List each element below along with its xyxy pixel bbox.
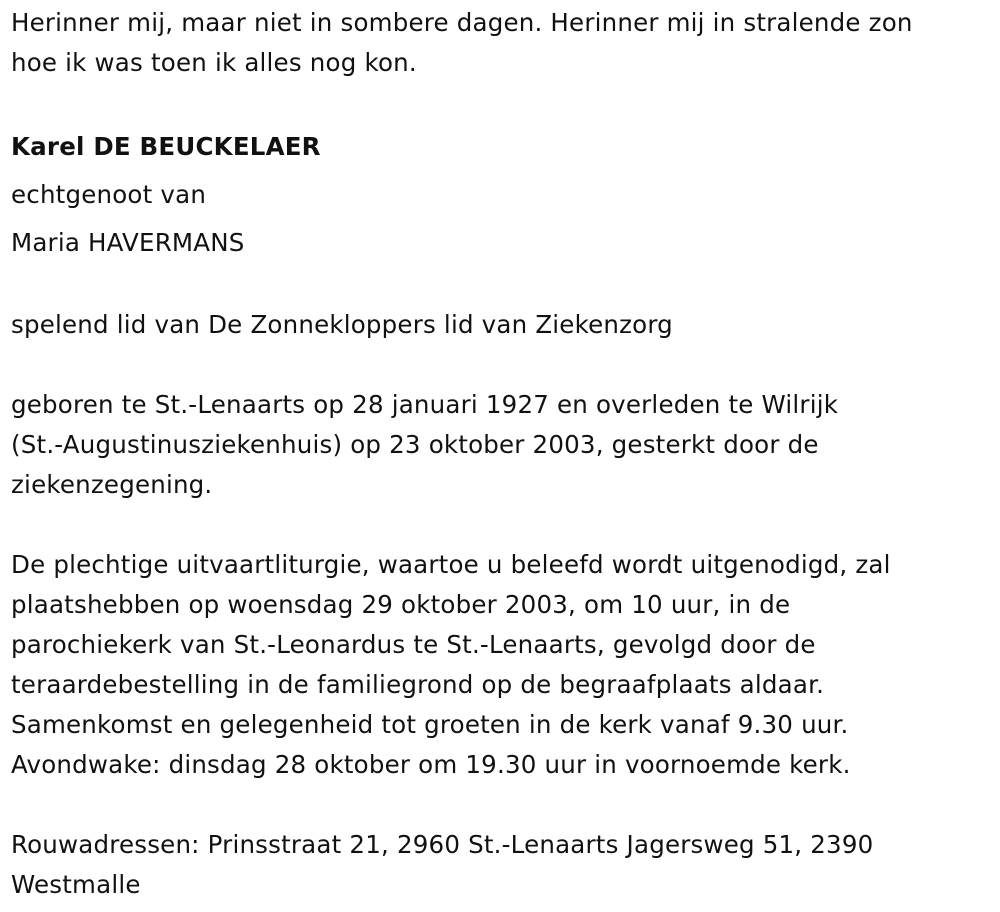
birth-death-paragraph	[11, 385, 996, 505]
obituary-document	[11, 3, 996, 905]
spacer	[11, 83, 996, 123]
spacer	[11, 505, 996, 545]
funeral-line: parochiekerk van St.-Leonardus te St.-Lenaarts, gevolgd door de	[11, 630, 816, 659]
deceased-name: Karel DE BEUCKELAER	[11, 132, 321, 161]
birth-death-line: (St.-Augustinusziekenhuis) op 23 oktober 2003, gesterkt door de	[11, 430, 819, 459]
funeral-line: teraardebestelling in de familiegrond op de begraafplaats aldaar.	[11, 670, 825, 699]
epigraph-line: hoe ik was toen ik alles nog kon.	[11, 48, 417, 77]
funeral-line: plaatshebben op woensdag 29 oktober 2003, om 10 uur, in de	[11, 590, 791, 619]
epigraph-line: Herinner mij, maar niet in sombere dagen. Herinner mij in stralende zon	[11, 8, 913, 37]
relation-text: echtgenoot van	[11, 180, 207, 209]
deceased-block	[11, 123, 996, 267]
spacer	[11, 267, 996, 305]
epigraph	[11, 3, 996, 83]
funeral-paragraph	[11, 545, 996, 785]
addresses-paragraph	[11, 825, 996, 905]
funeral-line: De plechtige uitvaartliturgie, waartoe u beleefd wordt uitgenodigd, zal	[11, 550, 891, 579]
spouse-name: Maria HAVERMANS	[11, 228, 245, 257]
membership	[11, 305, 996, 345]
address-line: Westmalle	[11, 870, 141, 899]
birth-death-line: geboren te St.-Lenaarts op 28 januari 1927 en overleden te Wilrijk	[11, 390, 839, 419]
funeral-line: Avondwake: dinsdag 28 oktober om 19.30 uur in voornoemde kerk.	[11, 750, 851, 779]
birth-death-line: ziekenzegening.	[11, 470, 213, 499]
address-line: Rouwadressen: Prinsstraat 21, 2960 St.-Lenaarts Jagersweg 51, 2390	[11, 830, 874, 859]
spacer	[11, 345, 996, 385]
funeral-line: Samenkomst en gelegenheid tot groeten in de kerk vanaf 9.30 uur.	[11, 710, 849, 739]
spacer	[11, 785, 996, 825]
membership-line: spelend lid van De Zonnekloppers lid van Ziekenzorg	[11, 310, 673, 339]
